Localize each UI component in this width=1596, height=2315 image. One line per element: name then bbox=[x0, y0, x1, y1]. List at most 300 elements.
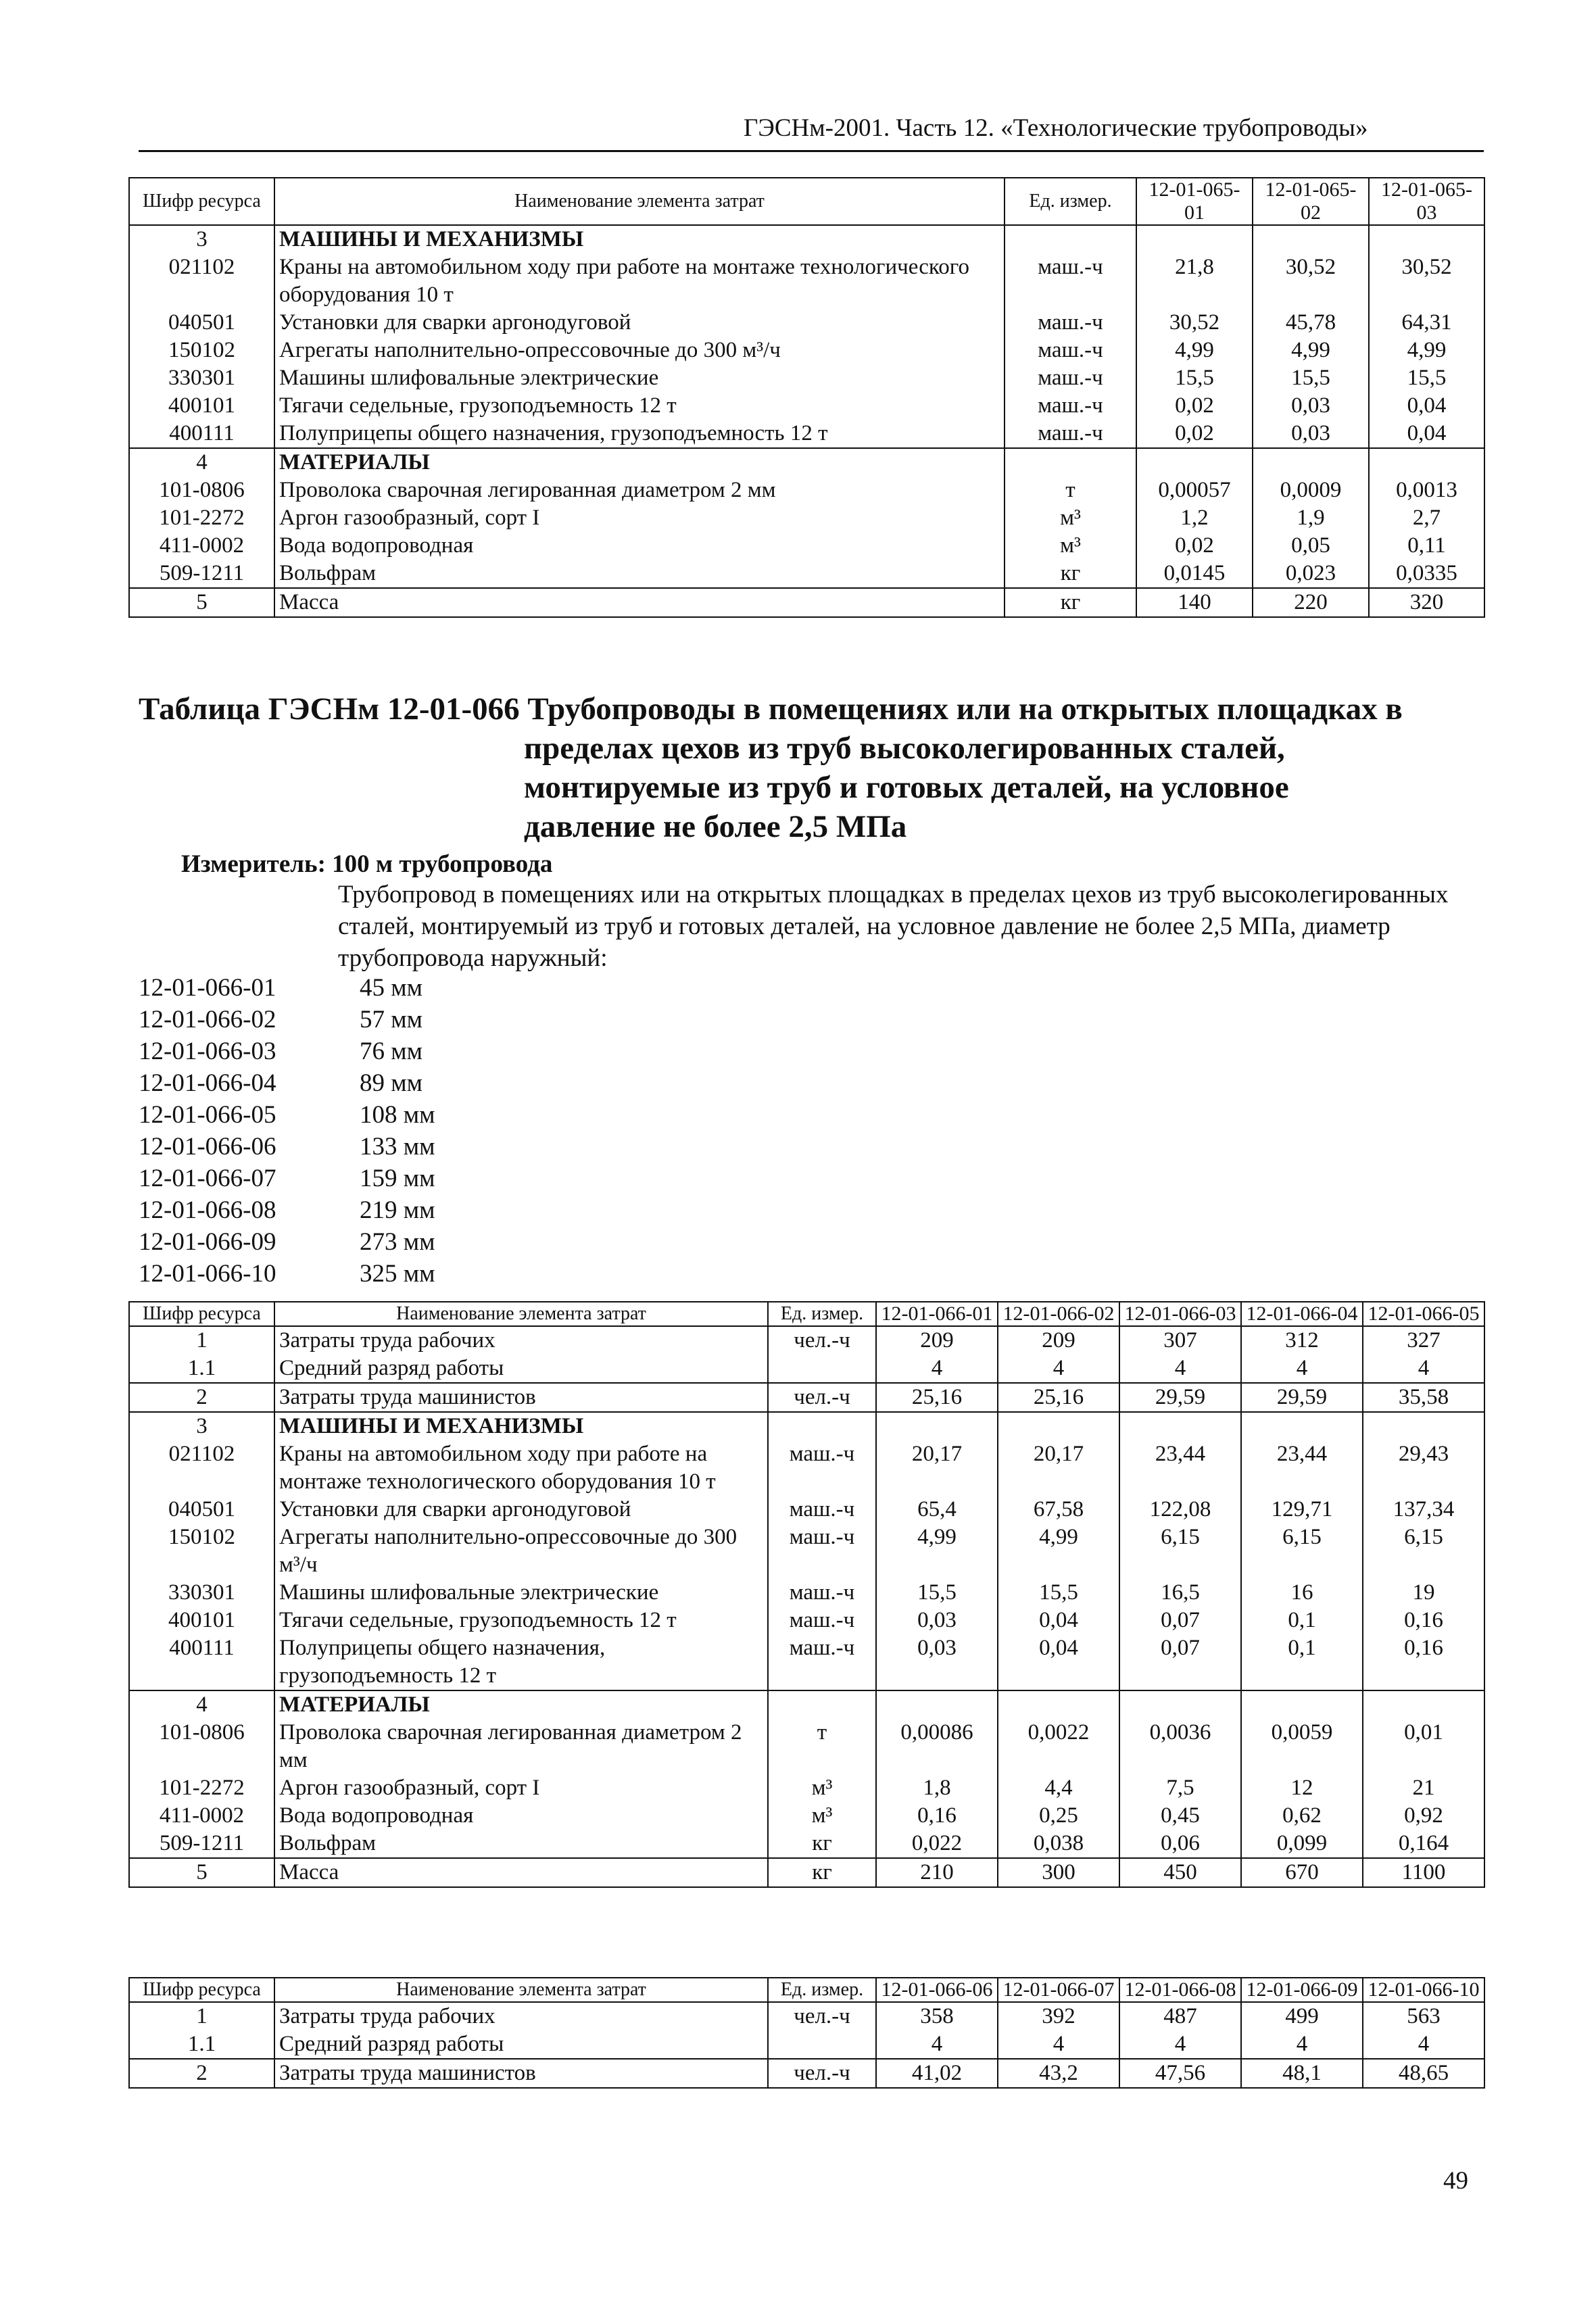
resource-code: 400111 bbox=[129, 1634, 274, 1690]
resource-code: 5 bbox=[129, 1858, 274, 1887]
norm-value: 4 bbox=[998, 1355, 1119, 1383]
resource-code: 400101 bbox=[129, 392, 274, 420]
resource-code: 150102 bbox=[129, 337, 274, 364]
unit-of-measure: кг bbox=[768, 1858, 876, 1887]
resource-code: 3 bbox=[129, 225, 274, 253]
table-title bbox=[139, 689, 1484, 846]
norm-value: 4,4 bbox=[998, 1774, 1119, 1802]
table-row bbox=[129, 560, 1484, 588]
unit-of-measure: м³ bbox=[1005, 504, 1136, 532]
resource-code: 4 bbox=[129, 1690, 274, 1719]
cost-element-name: МАШИНЫ И МЕХАНИЗМЫ bbox=[274, 225, 1005, 253]
norm-value: 48,1 bbox=[1241, 2059, 1363, 2088]
unit-of-measure: чел.-ч bbox=[768, 2002, 876, 2030]
norm-value: 307 bbox=[1119, 1326, 1241, 1355]
table-row bbox=[129, 1858, 1484, 1887]
unit-of-measure: т bbox=[1005, 477, 1136, 504]
unit-of-measure: маш.-ч bbox=[1005, 392, 1136, 420]
resource-code: 021102 bbox=[129, 253, 274, 309]
cost-element-name: Масса bbox=[274, 588, 1005, 617]
norm-value: 6,15 bbox=[1363, 1524, 1484, 1579]
norm-value: 2,7 bbox=[1369, 504, 1484, 532]
norm-value: 0,25 bbox=[998, 1802, 1119, 1830]
norm-value: 0,0145 bbox=[1136, 560, 1253, 588]
table-row bbox=[129, 448, 1484, 477]
header-norm-code: 12-01-066-01 bbox=[876, 1302, 998, 1326]
norm-value: 20,17 bbox=[998, 1440, 1119, 1496]
norm-value: 21 bbox=[1363, 1774, 1484, 1802]
norm-value: 19 bbox=[1363, 1579, 1484, 1607]
norm-value: 25,16 bbox=[876, 1383, 998, 1412]
norm-value: 312 bbox=[1241, 1326, 1363, 1355]
norm-value: 43,2 bbox=[998, 2059, 1119, 2088]
cost-element-name: МАТЕРИАЛЫ bbox=[274, 448, 1005, 477]
variant-code: 12-01-066-09 bbox=[139, 1228, 276, 1256]
norm-value: 15,5 bbox=[1253, 364, 1369, 392]
norm-value: 0,45 bbox=[1119, 1802, 1241, 1830]
resource-code: 101-0806 bbox=[129, 477, 274, 504]
variant-diameter: 108 мм bbox=[360, 1101, 435, 1129]
norm-value: 4,99 bbox=[876, 1524, 998, 1579]
variant-row bbox=[139, 1004, 435, 1035]
cost-element-name: Проволока сварочная легированная диаметром 2 мм bbox=[274, 477, 1005, 504]
unit-of-measure: м³ bbox=[1005, 532, 1136, 560]
norm-value: 358 bbox=[876, 2002, 998, 2030]
norm-value: 209 bbox=[998, 1326, 1119, 1355]
header-norm-code: 12-01-066-10 bbox=[1363, 1978, 1484, 2002]
norm-value: 64,31 bbox=[1369, 309, 1484, 337]
norm-value: 4 bbox=[1363, 1355, 1484, 1383]
norm-value: 0,11 bbox=[1369, 532, 1484, 560]
norm-value: 0,62 bbox=[1241, 1802, 1363, 1830]
norm-value: 0,03 bbox=[876, 1607, 998, 1634]
cost-element-name: Краны на автомобильном ходу при работе на монтаже технологического оборудования 10 т bbox=[274, 1440, 768, 1496]
norm-value bbox=[998, 1690, 1119, 1719]
variant-row bbox=[139, 1226, 435, 1258]
table-row bbox=[129, 225, 1484, 253]
variant-row bbox=[139, 1131, 435, 1163]
unit-of-measure: маш.-ч bbox=[768, 1607, 876, 1634]
table-row bbox=[129, 1440, 1484, 1496]
header-unit: Ед. измер. bbox=[1005, 178, 1136, 225]
table-row bbox=[129, 1774, 1484, 1802]
unit-of-measure: м³ bbox=[768, 1802, 876, 1830]
resource-code: 330301 bbox=[129, 1579, 274, 1607]
cost-element-name: Вольфрам bbox=[274, 560, 1005, 588]
norm-value bbox=[1369, 448, 1484, 477]
norm-value: 0,0335 bbox=[1369, 560, 1484, 588]
norm-value: 67,58 bbox=[998, 1496, 1119, 1524]
norm-value: 4 bbox=[1119, 1355, 1241, 1383]
norm-value: 12 bbox=[1241, 1774, 1363, 1802]
cost-element-name: Вода водопроводная bbox=[274, 532, 1005, 560]
header-rule bbox=[139, 150, 1484, 152]
table-row bbox=[129, 1690, 1484, 1719]
norm-value: 0,00057 bbox=[1136, 477, 1253, 504]
header-norm-code: 12-01-066-04 bbox=[1241, 1302, 1363, 1326]
resource-code: 2 bbox=[129, 1383, 274, 1412]
table-row bbox=[129, 1524, 1484, 1579]
norm-value: 7,5 bbox=[1119, 1774, 1241, 1802]
resource-table-065 bbox=[128, 177, 1485, 618]
norm-value: 0,02 bbox=[1136, 392, 1253, 420]
table-header-row bbox=[129, 178, 1484, 225]
unit-of-measure bbox=[768, 1355, 876, 1383]
norm-value: 4 bbox=[1241, 1355, 1363, 1383]
norm-value: 15,5 bbox=[1136, 364, 1253, 392]
variant-diameter: 45 мм bbox=[360, 974, 423, 1002]
table-row bbox=[129, 392, 1484, 420]
resource-code: 5 bbox=[129, 588, 274, 617]
norm-value: 6,15 bbox=[1119, 1524, 1241, 1579]
header-norm-code: 12-01-066-05 bbox=[1363, 1302, 1484, 1326]
norm-value: 327 bbox=[1363, 1326, 1484, 1355]
norm-value: 0,03 bbox=[876, 1634, 998, 1690]
resource-code: 021102 bbox=[129, 1440, 274, 1496]
norm-value bbox=[1136, 225, 1253, 253]
resource-code: 4 bbox=[129, 448, 274, 477]
cost-element-name: Агрегаты наполнительно-опрессовочные до 300 м³/ч bbox=[274, 1524, 768, 1579]
norm-value: 20,17 bbox=[876, 1440, 998, 1496]
norm-value: 47,56 bbox=[1119, 2059, 1241, 2088]
unit-of-measure: чел.-ч bbox=[768, 2059, 876, 2088]
unit-of-measure: маш.-ч bbox=[768, 1496, 876, 1524]
variant-code: 12-01-066-03 bbox=[139, 1038, 276, 1065]
header-resource-code: Шифр ресурса bbox=[129, 1978, 274, 2002]
table-row bbox=[129, 253, 1484, 309]
norm-value: 137,34 bbox=[1363, 1496, 1484, 1524]
variant-diameter: 219 мм bbox=[360, 1196, 435, 1224]
unit-of-measure bbox=[768, 1690, 876, 1719]
norm-value: 0,05 bbox=[1253, 532, 1369, 560]
cost-element-name: МАТЕРИАЛЫ bbox=[274, 1690, 768, 1719]
table-row bbox=[129, 1355, 1484, 1383]
cost-element-name: Установки для сварки аргонодуговой bbox=[274, 1496, 768, 1524]
norm-value: 392 bbox=[998, 2002, 1119, 2030]
variant-code: 12-01-066-02 bbox=[139, 1006, 276, 1033]
table-row bbox=[129, 532, 1484, 560]
norm-value: 0,04 bbox=[1369, 392, 1484, 420]
table-row bbox=[129, 1326, 1484, 1355]
table-row bbox=[129, 309, 1484, 337]
norm-value bbox=[876, 1690, 998, 1719]
norm-value: 0,04 bbox=[998, 1607, 1119, 1634]
norm-value: 29,59 bbox=[1119, 1383, 1241, 1412]
variant-row bbox=[139, 1067, 435, 1099]
norm-value: 220 bbox=[1253, 588, 1369, 617]
norm-value bbox=[1241, 1690, 1363, 1719]
cost-element-name: Затраты труда машинистов bbox=[274, 1383, 768, 1412]
norm-value: 0,92 bbox=[1363, 1802, 1484, 1830]
table-title-line-4: давление не более 2,5 МПа bbox=[524, 809, 907, 844]
resource-code: 400101 bbox=[129, 1607, 274, 1634]
norm-value: 0,02 bbox=[1136, 532, 1253, 560]
norm-value: 4 bbox=[1241, 2030, 1363, 2059]
cost-element-name: Средний разряд работы bbox=[274, 2030, 768, 2059]
norm-value: 30,52 bbox=[1369, 253, 1484, 309]
table-row bbox=[129, 1634, 1484, 1690]
norm-value: 41,02 bbox=[876, 2059, 998, 2088]
norm-value: 4 bbox=[876, 1355, 998, 1383]
unit-of-measure: Измеритель: 100 м трубопровода bbox=[181, 850, 553, 878]
variant-code: 12-01-066-01 bbox=[139, 974, 276, 1002]
resource-code: 509-1211 bbox=[129, 560, 274, 588]
table-title-line-3: монтируемые из труб и готовых деталей, на условное bbox=[524, 770, 1289, 805]
variant-diameter: 133 мм bbox=[360, 1133, 435, 1161]
norm-value: 15,5 bbox=[998, 1579, 1119, 1607]
resource-code: 411-0002 bbox=[129, 532, 274, 560]
norm-value: 6,15 bbox=[1241, 1524, 1363, 1579]
unit-of-measure: маш.-ч bbox=[1005, 420, 1136, 448]
table-row bbox=[129, 588, 1484, 617]
norm-value: 21,8 bbox=[1136, 253, 1253, 309]
header-resource-code: Шифр ресурса bbox=[129, 178, 274, 225]
variant-code: 12-01-066-08 bbox=[139, 1196, 276, 1224]
norm-value: 1,8 bbox=[876, 1774, 998, 1802]
norm-value bbox=[998, 1412, 1119, 1440]
variant-row bbox=[139, 1099, 435, 1131]
page-number: 49 bbox=[1443, 2167, 1468, 2195]
norm-value: 35,58 bbox=[1363, 1383, 1484, 1412]
norm-value: 0,164 bbox=[1363, 1830, 1484, 1858]
norm-value bbox=[1119, 1412, 1241, 1440]
norm-value: 0,022 bbox=[876, 1830, 998, 1858]
norm-value: 0,01 bbox=[1363, 1719, 1484, 1774]
table-row bbox=[129, 1802, 1484, 1830]
variant-code: 12-01-066-10 bbox=[139, 1260, 276, 1288]
unit-of-measure: м³ bbox=[768, 1774, 876, 1802]
cost-element-name: Затраты труда рабочих bbox=[274, 1326, 768, 1355]
table-row bbox=[129, 504, 1484, 532]
resource-code: 509-1211 bbox=[129, 1830, 274, 1858]
norm-value: 4 bbox=[876, 2030, 998, 2059]
unit-of-measure bbox=[768, 1412, 876, 1440]
unit-of-measure: маш.-ч bbox=[768, 1524, 876, 1579]
cost-element-name: Вольфрам bbox=[274, 1830, 768, 1858]
variant-row bbox=[139, 1163, 435, 1194]
header-resource-code: Шифр ресурса bbox=[129, 1302, 274, 1326]
unit-of-measure bbox=[768, 2030, 876, 2059]
work-description: Трубопровод в помещениях или на открытых площадках в пределах цехов из труб высоколегированных сталей, монтируемый из труб и готовых деталей, на условное давление не более 2,5 МПа, диаметр трубопровода наружный: bbox=[338, 881, 1449, 972]
unit-of-measure bbox=[1005, 448, 1136, 477]
header-cost-element: Наименование элемента затрат bbox=[274, 1302, 768, 1326]
cost-element-name: Тягачи седельные, грузоподъемность 12 т bbox=[274, 392, 1005, 420]
header-cost-element: Наименование элемента затрат bbox=[274, 1978, 768, 2002]
unit-of-measure: маш.-ч bbox=[1005, 253, 1136, 309]
table-row bbox=[129, 364, 1484, 392]
table-title-line-2: пределах цехов из труб высоколегированных сталей, bbox=[524, 731, 1285, 766]
norm-value bbox=[1136, 448, 1253, 477]
table-header-row bbox=[129, 1302, 1484, 1326]
norm-value: 0,04 bbox=[998, 1634, 1119, 1690]
norm-value: 4 bbox=[1363, 2030, 1484, 2059]
norm-value: 45,78 bbox=[1253, 309, 1369, 337]
norm-value: 0,0013 bbox=[1369, 477, 1484, 504]
norm-value: 0,0022 bbox=[998, 1719, 1119, 1774]
norm-value: 122,08 bbox=[1119, 1496, 1241, 1524]
variant-row bbox=[139, 1194, 435, 1226]
table-row bbox=[129, 420, 1484, 448]
norm-value bbox=[1253, 448, 1369, 477]
unit-of-measure: кг bbox=[768, 1830, 876, 1858]
resource-code: 2 bbox=[129, 2059, 274, 2088]
cost-element-name: Краны на автомобильном ходу при работе на монтаже технологического оборудования 10 т bbox=[274, 253, 1005, 309]
resource-code: 040501 bbox=[129, 309, 274, 337]
running-header: ГЭСНм-2001. Часть 12. «Технологические трубопроводы» bbox=[744, 114, 1368, 142]
norm-value: 4,99 bbox=[1253, 337, 1369, 364]
norm-value: 0,07 bbox=[1119, 1634, 1241, 1690]
norm-value: 0,07 bbox=[1119, 1607, 1241, 1634]
resource-code: 150102 bbox=[129, 1524, 274, 1579]
norm-value: 487 bbox=[1119, 2002, 1241, 2030]
unit-of-measure: маш.-ч bbox=[1005, 364, 1136, 392]
header-norm-code: 12-01-066-09 bbox=[1241, 1978, 1363, 2002]
cost-element-name: Аргон газообразный, сорт I bbox=[274, 504, 1005, 532]
norm-value: 129,71 bbox=[1241, 1496, 1363, 1524]
variant-code: 12-01-066-05 bbox=[139, 1101, 276, 1129]
table-row bbox=[129, 1383, 1484, 1412]
header-unit: Ед. измер. bbox=[768, 1302, 876, 1326]
norm-value: 65,4 bbox=[876, 1496, 998, 1524]
variant-diameter: 57 мм bbox=[360, 1006, 423, 1033]
header-norm-code: 12-01-066-07 bbox=[998, 1978, 1119, 2002]
resource-table-066-part1 bbox=[128, 1301, 1485, 1888]
header-unit: Ед. измер. bbox=[768, 1978, 876, 2002]
resource-code: 3 bbox=[129, 1412, 274, 1440]
cost-element-name: Машины шлифовальные электрические bbox=[274, 1579, 768, 1607]
table-header-row bbox=[129, 1978, 1484, 2002]
cost-element-name: Затраты труда рабочих bbox=[274, 2002, 768, 2030]
variant-row bbox=[139, 1258, 435, 1290]
norm-value: 0,00086 bbox=[876, 1719, 998, 1774]
cost-element-name: Вода водопроводная bbox=[274, 1802, 768, 1830]
header-norm-code: 12-01-065-02 bbox=[1253, 178, 1369, 225]
norm-value: 30,52 bbox=[1136, 309, 1253, 337]
variant-row bbox=[139, 972, 435, 1004]
cost-element-name: Масса bbox=[274, 1858, 768, 1887]
table-row bbox=[129, 477, 1484, 504]
table-title-line-1: Таблица ГЭСНм 12-01-066 Трубопроводы в помещениях или на открытых площадках в bbox=[139, 691, 1403, 727]
norm-value: 0,16 bbox=[1363, 1607, 1484, 1634]
norm-value bbox=[1363, 1412, 1484, 1440]
table-row bbox=[129, 1496, 1484, 1524]
norm-value: 1,2 bbox=[1136, 504, 1253, 532]
norm-value: 0,1 bbox=[1241, 1634, 1363, 1690]
cost-element-name: МАШИНЫ И МЕХАНИЗМЫ bbox=[274, 1412, 768, 1440]
norm-value: 1,9 bbox=[1253, 504, 1369, 532]
cost-element-name: Тягачи седельные, грузоподъемность 12 т bbox=[274, 1607, 768, 1634]
norm-value: 210 bbox=[876, 1858, 998, 1887]
table-row bbox=[129, 1607, 1484, 1634]
norm-value: 4,99 bbox=[998, 1524, 1119, 1579]
norm-value: 16,5 bbox=[1119, 1579, 1241, 1607]
norm-value: 15,5 bbox=[876, 1579, 998, 1607]
resource-table-066-part2 bbox=[128, 1977, 1485, 2089]
norm-value: 48,65 bbox=[1363, 2059, 1484, 2088]
variant-diameter: 159 мм bbox=[360, 1165, 435, 1192]
unit-of-measure: кг bbox=[1005, 588, 1136, 617]
norm-value bbox=[1241, 1412, 1363, 1440]
table-row bbox=[129, 2059, 1484, 2088]
norm-value: 0,1 bbox=[1241, 1607, 1363, 1634]
norm-value: 29,59 bbox=[1241, 1383, 1363, 1412]
header-norm-code: 12-01-065-03 bbox=[1369, 178, 1484, 225]
variant-code: 12-01-066-06 bbox=[139, 1133, 276, 1161]
cost-element-name: Установки для сварки аргонодуговой bbox=[274, 309, 1005, 337]
resource-code: 101-0806 bbox=[129, 1719, 274, 1774]
norm-value bbox=[876, 1412, 998, 1440]
table-row bbox=[129, 337, 1484, 364]
table-row bbox=[129, 1719, 1484, 1774]
norm-value: 4 bbox=[1119, 2030, 1241, 2059]
norm-value: 0,16 bbox=[1363, 1634, 1484, 1690]
norm-value: 320 bbox=[1369, 588, 1484, 617]
norm-value: 0,038 bbox=[998, 1830, 1119, 1858]
resource-code: 040501 bbox=[129, 1496, 274, 1524]
norm-value: 15,5 bbox=[1369, 364, 1484, 392]
norm-value: 499 bbox=[1241, 2002, 1363, 2030]
resource-code: 330301 bbox=[129, 364, 274, 392]
table-row bbox=[129, 1412, 1484, 1440]
resource-code: 1.1 bbox=[129, 1355, 274, 1383]
norm-value: 0,16 bbox=[876, 1802, 998, 1830]
norm-value bbox=[1363, 1690, 1484, 1719]
norm-value: 300 bbox=[998, 1858, 1119, 1887]
resource-code: 101-2272 bbox=[129, 504, 274, 532]
resource-code: 400111 bbox=[129, 420, 274, 448]
norm-value: 140 bbox=[1136, 588, 1253, 617]
unit-of-measure: чел.-ч bbox=[768, 1326, 876, 1355]
norm-value: 0,0036 bbox=[1119, 1719, 1241, 1774]
cost-element-name: Полуприцепы общего назначения, грузоподъемность 12 т bbox=[274, 420, 1005, 448]
unit-of-measure: т bbox=[768, 1719, 876, 1774]
variant-diameter: 325 мм bbox=[360, 1260, 435, 1288]
resource-code: 411-0002 bbox=[129, 1802, 274, 1830]
header-norm-code: 12-01-066-08 bbox=[1119, 1978, 1241, 2002]
unit-of-measure bbox=[1005, 225, 1136, 253]
header-cost-element: Наименование элемента затрат bbox=[274, 178, 1005, 225]
norm-value: 16 bbox=[1241, 1579, 1363, 1607]
variant-code: 12-01-066-07 bbox=[139, 1165, 276, 1192]
unit-of-measure: маш.-ч bbox=[768, 1579, 876, 1607]
norm-value: 4,99 bbox=[1369, 337, 1484, 364]
norm-value: 670 bbox=[1241, 1858, 1363, 1887]
variant-code: 12-01-066-04 bbox=[139, 1069, 276, 1097]
variant-list bbox=[139, 972, 435, 1290]
variant-row bbox=[139, 1035, 435, 1067]
variant-diameter: 76 мм bbox=[360, 1038, 423, 1065]
resource-code: 1.1 bbox=[129, 2030, 274, 2059]
norm-value: 0,03 bbox=[1253, 392, 1369, 420]
unit-of-measure: маш.-ч bbox=[768, 1440, 876, 1496]
unit-of-measure: кг bbox=[1005, 560, 1136, 588]
table-row bbox=[129, 2002, 1484, 2030]
cost-element-name: Машины шлифовальные электрические bbox=[274, 364, 1005, 392]
table-row bbox=[129, 2030, 1484, 2059]
variant-diameter: 89 мм bbox=[360, 1069, 423, 1097]
norm-value: 0,03 bbox=[1253, 420, 1369, 448]
norm-value: 0,04 bbox=[1369, 420, 1484, 448]
header-norm-code: 12-01-066-06 bbox=[876, 1978, 998, 2002]
cost-element-name: Средний разряд работы bbox=[274, 1355, 768, 1383]
table-row bbox=[129, 1830, 1484, 1858]
norm-value: 0,099 bbox=[1241, 1830, 1363, 1858]
variant-diameter: 273 мм bbox=[360, 1228, 435, 1256]
norm-value: 209 bbox=[876, 1326, 998, 1355]
norm-value: 23,44 bbox=[1241, 1440, 1363, 1496]
header-norm-code: 12-01-066-03 bbox=[1119, 1302, 1241, 1326]
resource-code: 1 bbox=[129, 1326, 274, 1355]
